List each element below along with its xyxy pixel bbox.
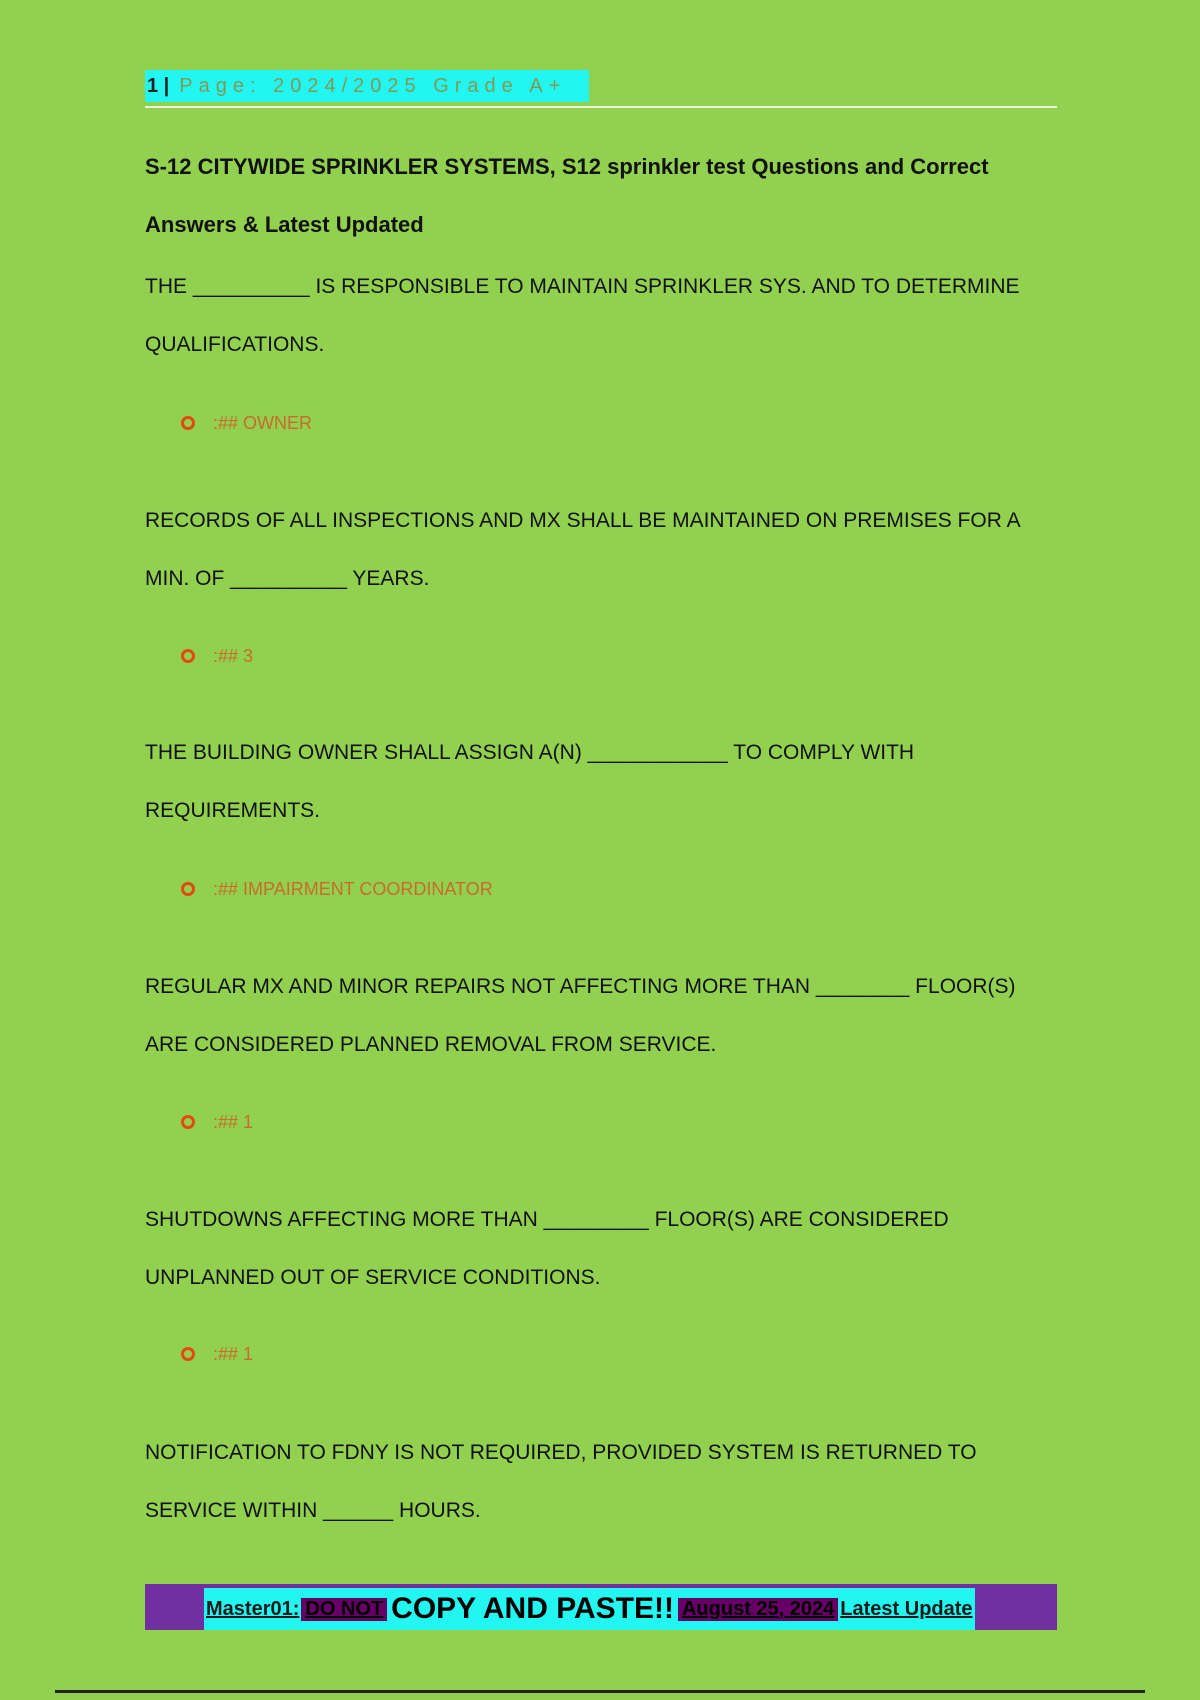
question-2: RECORDS OF ALL INSPECTIONS AND MX SHALL BE MAINTAINED ON PREMISES FOR A MIN. OF __________ YEARS. [145,509,1020,590]
bullet-icon [181,1347,195,1361]
answer-text: :## 1 [213,1111,254,1132]
answer-text: :## IMPAIRMENT COORDINATOR [213,878,493,899]
answer-2 [181,641,253,671]
question-6: NOTIFICATION TO FDNY IS NOT REQUIRED, PROVIDED SYSTEM IS RETURNED TO SERVICE WITHIN ______ HOURS. [145,1441,977,1522]
question-3: THE BUILDING OWNER SHALL ASSIGN A(N) ____________ TO COMPLY WITH REQUIREMENTS. [145,741,915,822]
page-header [145,70,1057,108]
page-number: 1 | [147,74,170,97]
answer-1 [181,408,312,438]
answer-text: :## 1 [213,1343,254,1364]
footer-update: Latest Update [840,1597,973,1620]
question-4: REGULAR MX AND MINOR REPAIRS NOT AFFECTING MORE THAN ________ FLOOR(S) ARE CONSIDERED PLANNED REMOVAL FROM SERVICE. [145,975,1016,1056]
answer-3 [181,874,493,904]
bullet-icon [181,649,195,663]
page-footer-banner [145,1584,1057,1630]
footer-content [204,1588,975,1630]
footer-warning-big: COPY AND PASTE!! [391,1592,674,1625]
answer-5 [181,1339,253,1369]
document-page [145,0,1057,1700]
answer-4 [181,1107,253,1137]
header-highlight [145,70,589,102]
answer-text: :## OWNER [213,412,313,433]
bullet-icon [181,1115,195,1129]
question-1: THE __________ IS RESPONSIBLE TO MAINTAIN SPRINKLER SYS. AND TO DETERMINE QUALIFICATIONS. [145,275,1020,356]
footer-warning-small: DO NOT [301,1598,387,1621]
bullet-icon [181,882,195,896]
footer-rule [55,1690,1145,1693]
footer-date: August 25, 2024 [678,1598,838,1621]
question-5: SHUTDOWNS AFFECTING MORE THAN _________ FLOOR(S) ARE CONSIDERED UNPLANNED OUT OF SERVICE CONDITIONS. [145,1208,949,1289]
document-title: S-12 CITYWIDE SPRINKLER SYSTEMS, S12 sprinkler test Questions and Correct Answers & Latest Updated [145,154,989,237]
footer-author: Master01: [206,1597,300,1620]
bullet-icon [181,416,195,430]
answer-text: :## 3 [213,645,254,666]
page-label: Page: 2024/2025 Grade A+ [179,74,567,97]
